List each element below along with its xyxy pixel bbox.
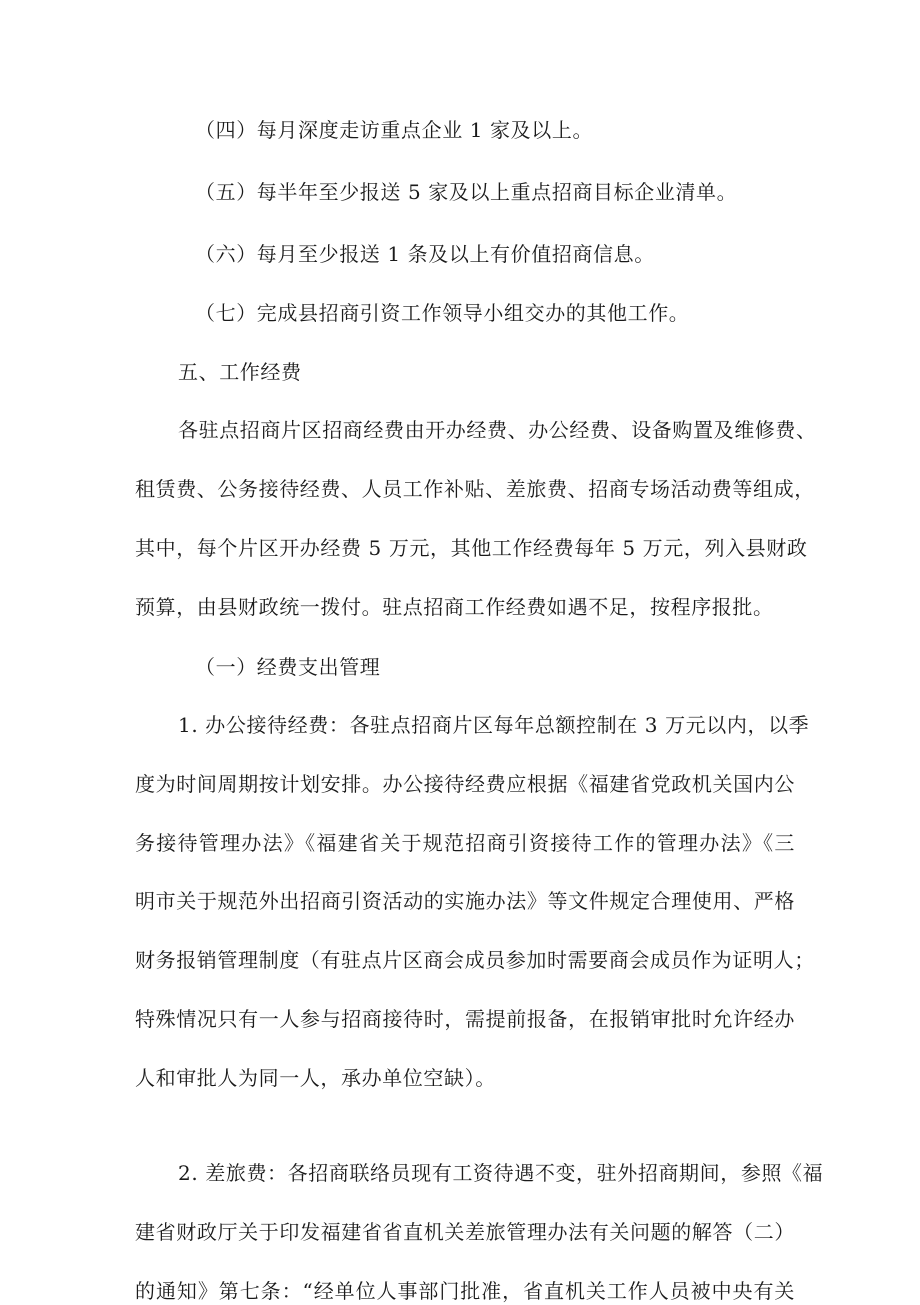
subsection-title: （一）经费支出管理 xyxy=(195,655,381,679)
funding-line-4: 预算，由县财政统一拨付。驻点招商工作经费如遇不足，按程序报批。 xyxy=(135,595,774,619)
funding-line-3: 其中，每个片区开办经费 5 万元，其他工作经费每年 5 万元，列入县财政 xyxy=(135,536,808,560)
reception-line-2: 度为时间周期按计划安排。办公接待经费应根据《福建省党政机关国内公 xyxy=(135,772,795,796)
item-4: （四）每月深度走访重点企业 1 家及以上。 xyxy=(195,118,594,142)
item-5: （五）每半年至少报送 5 家及以上重点招商目标企业清单。 xyxy=(195,180,738,204)
reception-line-5: 财务报销管理制度（有驻点片区商会成员参加时需要商会成员作为证明人； xyxy=(135,948,815,972)
reception-line-4: 明市关于规范外出招商引资活动的实施办法》等文件规定合理使用、严格 xyxy=(135,889,795,913)
item-7: （七）完成县招商引资工作领导小组交办的其他工作。 xyxy=(195,301,690,325)
reception-line-1: 1. 办公接待经费：各驻点招商片区每年总额控制在 3 万元以内，以季 xyxy=(178,713,810,737)
travel-line-2: 建省财政厅关于印发福建省省直机关差旅管理办法有关问题的解答（二） xyxy=(135,1220,795,1244)
reception-line-6: 特殊情况只有一人参与招商接待时，需提前报备，在报销审批时允许经办 xyxy=(135,1007,795,1031)
section-title: 五、工作经费 xyxy=(178,360,302,384)
reception-line-3: 务接待管理办法》《福建省关于规范招商引资接待工作的管理办法》《三 xyxy=(135,831,795,855)
reception-line-7: 人和审批人为同一人，承办单位空缺）。 xyxy=(135,1066,496,1090)
item-6: （六）每月至少报送 1 条及以上有价值招商信息。 xyxy=(195,242,655,266)
travel-line-1: 2. 差旅费：各招商联络员现有工资待遇不变，驻外招商期间，参照《福 xyxy=(178,1161,824,1185)
funding-line-1: 各驻点招商片区招商经费由开办经费、办公经费、设备购置及维修费、 xyxy=(178,418,817,442)
funding-line-2: 租赁费、公务接待经费、人员工作补贴、差旅费、招商专场活动费等组成， xyxy=(135,477,815,501)
travel-line-3: 的通知》第七条：“经单位人事部门批准，省直机关工作人员被中央有关 xyxy=(135,1279,795,1303)
